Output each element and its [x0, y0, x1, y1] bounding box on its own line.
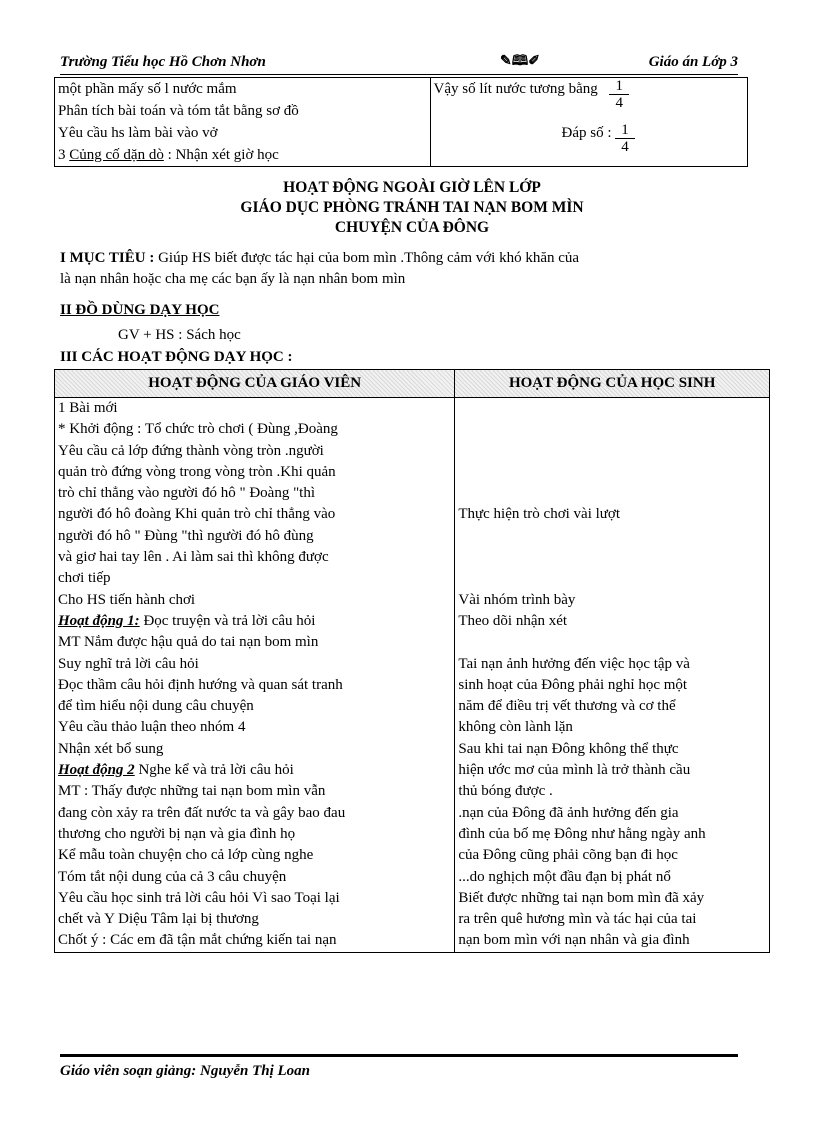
teacher-line: trò chỉ thẳng vào người đó hô " Đoàng "thì [58, 485, 316, 502]
footer-divider [60, 1054, 738, 1057]
previous-lesson-right-cell [430, 78, 747, 167]
teacher-line: Đọc thầm câu hỏi định hướng và quan sát tranh [58, 676, 343, 693]
objective-text: Giúp HS biết được tác hại của bom mìn .Thông cảm với khó khăn của [154, 250, 580, 266]
answer-label: Đáp số : [561, 125, 612, 141]
consolidation-line [58, 144, 427, 166]
teacher-line: đang còn xảy ra trên đất nước ta và gây bao đau [58, 804, 346, 821]
teacher-line: người đó hô " Đùng "thì người đó hô đùng [58, 527, 314, 544]
activity-1-label: Hoạt động 1: [58, 612, 140, 629]
student-line: Tai nạn ảnh hưởng đến việc học tập và [458, 655, 690, 672]
student-line: nạn bom mìn với nạn nhân và gia đình [458, 932, 690, 949]
previous-lesson-table [54, 77, 748, 167]
teacher-line: quản trò đứng vòng trong vòng tròn .Khi quản [58, 463, 336, 480]
teacher-line: MT : Thấy được những tai nạn bom mìn vẫn [58, 783, 326, 800]
activities-table [54, 369, 770, 953]
activity-1-line [58, 611, 451, 632]
teacher-line: Yêu cầu thảo luận theo nhóm 4 [58, 719, 246, 736]
teacher-line: MT Nắm được hậu quả do tai nạn bom mìn [58, 634, 319, 651]
teacher-line: Nhận xét bổ sung [58, 740, 164, 757]
consolidation-text: : Nhận xét giờ học [163, 147, 279, 163]
student-line: Thực hiện trò chơi vài lượt [458, 506, 621, 523]
teacher-line: thương cho người bị nạn và gia đình họ [58, 825, 296, 842]
equipment-heading: II ĐỒ DÙNG DẠY HỌC [60, 302, 220, 318]
fraction-numerator: 1 [615, 78, 623, 94]
teacher-line: người đó hô đoàng Khi quản trò chỉ thẳng vào [58, 506, 336, 523]
teacher-line: Suy nghĩ trả lời câu hỏi [58, 655, 199, 672]
answer-numerator: 1 [621, 122, 629, 138]
book-ornament-icon: ✎🕮✐ [500, 54, 540, 69]
title-line: CHUYỆN CỦA ĐÔNG [334, 219, 490, 236]
objective-label: I MỤC TIÊU : [60, 250, 155, 266]
previous-line: Phân tích bài toán và tóm tắt bằng sơ đồ [58, 103, 299, 119]
student-line: ...do nghịch một đầu đạn bị phát nổ [458, 868, 671, 885]
answer-denominator: 4 [615, 138, 635, 155]
student-line: đình của bố mẹ Đông như hằng ngày anh [458, 825, 706, 842]
fraction [609, 78, 629, 111]
lesson-titles [54, 178, 770, 238]
consolidation-number: 3 [58, 147, 70, 163]
student-line: Theo dõi nhận xét [458, 612, 568, 629]
activity-2-text: Nghe kể và trả lời câu hỏi [134, 762, 294, 779]
lesson-plan-label: Giáo án Lớp 3 [648, 54, 738, 70]
teacher-line: và giơ hai tay lên . Ai làm sai thì không được [58, 549, 329, 566]
previous-lesson-left-cell [55, 78, 431, 167]
student-line: không còn lành lặn [458, 719, 573, 736]
activity-2-label: Hoạt động 2 [58, 762, 135, 779]
equipment-line: GV + HS : Sách học [118, 327, 241, 343]
teacher-line: để tìm hiểu nội dung câu chuyện [58, 698, 254, 715]
teacher-line: Cho HS tiến hành chơi [58, 591, 196, 608]
objective-text-2: là nạn nhân hoặc cha mẹ các bạn ấy là nạn nhân bom mìn [60, 271, 406, 287]
title-line: HOẠT ĐỘNG NGOÀI GIỜ LÊN LỚP [283, 179, 541, 196]
teacher-line: * Khởi động : Tổ chức trò chơi ( Đùng ,Đoàng [58, 421, 338, 438]
student-line: Sau khi tai nạn Đông không thể thực [458, 740, 679, 757]
objective-section [60, 248, 579, 290]
student-line: của Đông cũng phải cõng bạn đi học [458, 847, 678, 864]
consolidation-label: Củng cố dặn dò [69, 147, 164, 163]
student-line: năm để điều trị vết thương và cơ thể [458, 698, 676, 715]
page-header [60, 54, 738, 75]
student-activities [455, 398, 770, 953]
student-line: sinh hoạt của Đông phải nghỉ học một [458, 676, 688, 693]
teacher-line: Kể mẫu toàn chuyện cho cả lớp cùng nghe [58, 847, 314, 864]
teacher-activities [55, 398, 455, 953]
activities-heading: III CÁC HOẠT ĐỘNG DẠY HỌC : [60, 349, 293, 365]
activity-2-line [58, 760, 451, 781]
student-column-header: HOẠT ĐỘNG CỦA HỌC SINH [455, 370, 770, 398]
student-line: Biết được những tai nạn bom mìn đã xảy [458, 889, 705, 906]
teacher-line: chơi tiếp [58, 570, 111, 587]
student-line: hiện ước mơ của mình là trở thành cầu [458, 762, 691, 779]
student-line: .nạn của Đông đã ảnh hưởng đến gia [458, 804, 679, 821]
previous-line: Yêu cầu hs làm bài vào vở [58, 125, 218, 141]
student-line: ra trên quê hương mìn và tác hại của tai [458, 911, 697, 928]
teacher-line: chết và Y Diệu Tâm lại bị thương [58, 911, 259, 928]
student-line: thủ bóng được . [458, 783, 553, 800]
answer-sentence: Vậy số lít nước tương bằng [433, 81, 598, 97]
teacher-line: Yêu cầu cả lớp đứng thành vòng tròn .người [58, 442, 324, 459]
footer-teacher: Giáo viên soạn giảng: Nguyễn Thị Loan [60, 1063, 311, 1079]
school-name: Trường Tiểu học Hồ Chơn Nhơn [60, 54, 266, 70]
teacher-column-header: HOẠT ĐỘNG CỦA GIÁO VIÊN [55, 370, 455, 398]
teacher-line: Chốt ý : Các em đã tận mắt chứng kiến tai nạn [58, 932, 337, 949]
answer-fraction [615, 122, 635, 155]
fraction-denominator: 4 [609, 94, 629, 111]
teacher-line: 1 Bài mới [58, 400, 118, 416]
teacher-line: Tóm tắt nội dung của cả 3 câu chuyện [58, 868, 287, 885]
previous-line: một phần mấy số l nước mắm [58, 81, 237, 97]
title-line: GIÁO DỤC PHÒNG TRÁNH TAI NẠN BOM MÌN [240, 199, 584, 216]
teacher-line: Yêu cầu học sinh trả lời câu hỏi Vì sao Toại lại [58, 889, 340, 906]
student-line: Vài nhóm trình bày [458, 591, 576, 608]
activity-1-text: Đọc truyện và trả lời câu hỏi [139, 612, 316, 629]
